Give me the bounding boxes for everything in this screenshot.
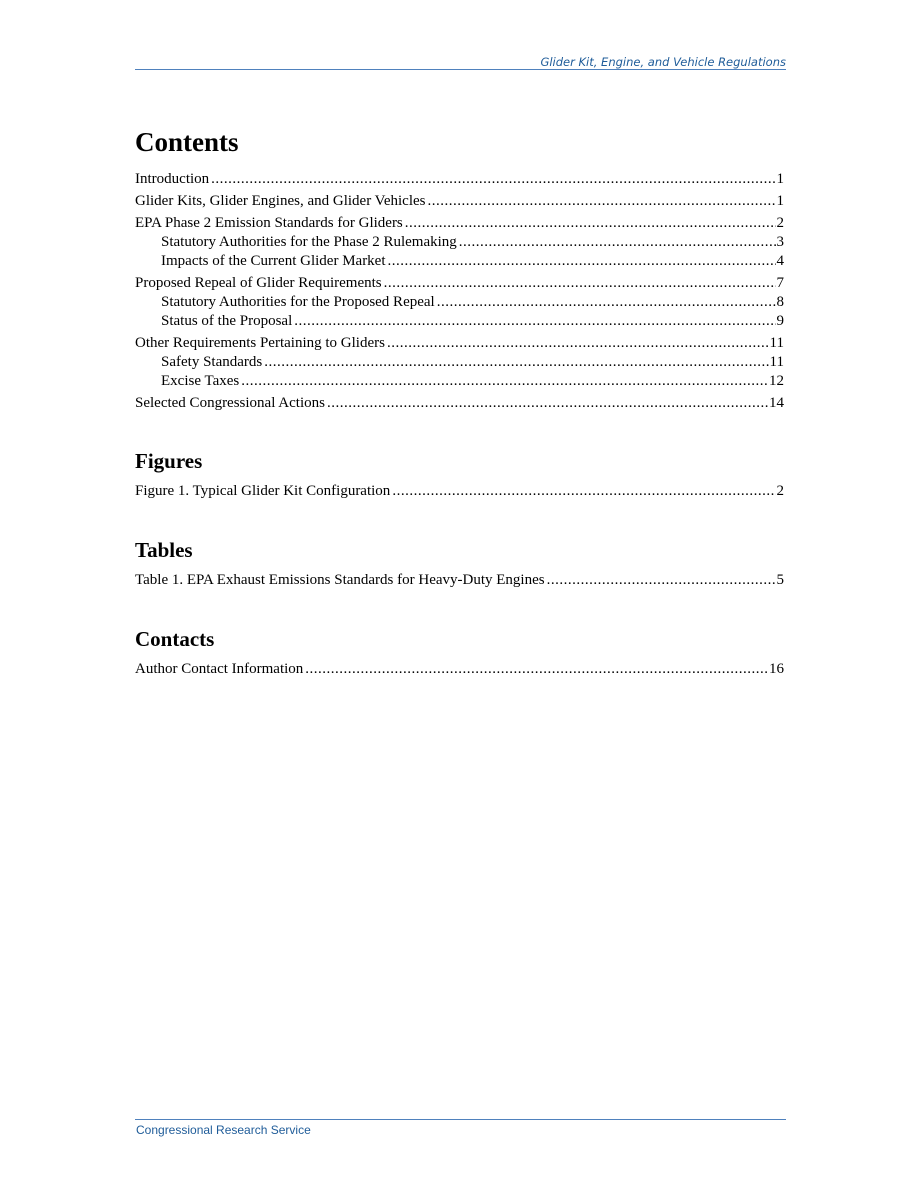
footer-rule xyxy=(135,1119,786,1120)
dot-leader xyxy=(392,482,775,501)
toc-entry-page: 8 xyxy=(776,294,784,310)
dot-leader xyxy=(388,252,776,271)
running-header-title: Glider Kit, Engine, and Vehicle Regulations xyxy=(540,55,786,69)
figures-heading: Figures xyxy=(135,449,203,473)
header-rule xyxy=(135,69,786,70)
dot-leader xyxy=(405,214,776,233)
tables-heading: Tables xyxy=(135,538,193,562)
dot-leader xyxy=(547,571,776,590)
toc-entry-title: Selected Congressional Actions xyxy=(135,395,325,411)
dot-leader xyxy=(428,192,776,211)
toc-entry-title: Glider Kits, Glider Engines, and Glider Vehicles xyxy=(135,193,426,209)
toc-entry-status-proposal[interactable] xyxy=(135,312,784,331)
toc-entry-page: 7 xyxy=(776,275,784,291)
toc-entry-title: Statutory Authorities for the Proposed Repeal xyxy=(161,294,435,310)
toc-entry-safety-standards[interactable] xyxy=(135,353,784,372)
toc-entry-page: 11 xyxy=(769,335,784,351)
toc-entry-page: 1 xyxy=(776,193,784,209)
toc-entry-statutory-repeal[interactable] xyxy=(135,293,784,312)
dot-leader xyxy=(384,274,776,293)
toc-entry-page: 5 xyxy=(776,572,784,588)
toc-entry-title: Figure 1. Typical Glider Kit Configuration xyxy=(135,483,391,499)
toc-entry-title: Table 1. EPA Exhaust Emissions Standards for Heavy-Duty Engines xyxy=(135,572,545,588)
toc-entry-page: 14 xyxy=(769,395,784,411)
toc-entry-page: 4 xyxy=(776,253,784,269)
toc-entry-page: 3 xyxy=(776,234,784,250)
toc-entry-glider-kits[interactable] xyxy=(135,192,784,211)
toc-entry-epa-phase-2[interactable] xyxy=(135,214,784,233)
toc-entry-title: Statutory Authorities for the Phase 2 Rulemaking xyxy=(161,234,457,250)
dot-leader xyxy=(264,353,768,372)
toc-entry-table-1[interactable] xyxy=(135,571,784,590)
toc-entry-page: 9 xyxy=(776,313,784,329)
toc-entry-title: EPA Phase 2 Emission Standards for Gliders xyxy=(135,215,403,231)
table-of-contents xyxy=(135,123,784,679)
toc-entry-excise-taxes[interactable] xyxy=(135,372,784,391)
toc-entry-page: 11 xyxy=(769,354,784,370)
toc-entry-title: Introduction xyxy=(135,171,210,187)
toc-entry-author-contact[interactable] xyxy=(135,660,784,679)
toc-entry-introduction[interactable] xyxy=(135,170,784,189)
toc-entry-other-requirements[interactable] xyxy=(135,334,784,353)
toc-entry-title: Impacts of the Current Glider Market xyxy=(161,253,386,269)
dot-leader xyxy=(387,334,769,353)
dot-leader xyxy=(294,312,775,331)
toc-entry-page: 12 xyxy=(769,373,784,389)
toc-entry-proposed-repeal[interactable] xyxy=(135,274,784,293)
contacts-heading: Contacts xyxy=(135,627,215,651)
toc-entry-congressional-actions[interactable] xyxy=(135,394,784,413)
toc-entry-title: Status of the Proposal xyxy=(161,313,293,329)
toc-entry-page: 1 xyxy=(776,171,784,187)
toc-entry-title: Author Contact Information xyxy=(135,661,304,677)
toc-entry-statutory-phase-2[interactable] xyxy=(135,233,784,252)
dot-leader xyxy=(241,372,768,391)
dot-leader xyxy=(459,233,776,252)
dot-leader xyxy=(305,660,768,679)
toc-entry-title: Proposed Repeal of Glider Requirements xyxy=(135,275,382,291)
dot-leader xyxy=(327,394,768,413)
running-footer-publisher: Congressional Research Service xyxy=(136,1123,311,1137)
toc-entry-title: Excise Taxes xyxy=(161,373,240,389)
toc-entry-title: Other Requirements Pertaining to Gliders xyxy=(135,335,385,351)
toc-entry-page: 2 xyxy=(776,215,784,231)
dot-leader xyxy=(211,170,775,189)
toc-entry-page: 16 xyxy=(769,661,784,677)
toc-entry-title: Safety Standards xyxy=(161,354,263,370)
toc-entry-figure-1[interactable] xyxy=(135,482,784,501)
dot-leader xyxy=(437,293,776,312)
toc-entry-impacts-glider-market[interactable] xyxy=(135,252,784,271)
toc-entry-page: 2 xyxy=(776,483,784,499)
contents-heading: Contents xyxy=(135,127,239,157)
